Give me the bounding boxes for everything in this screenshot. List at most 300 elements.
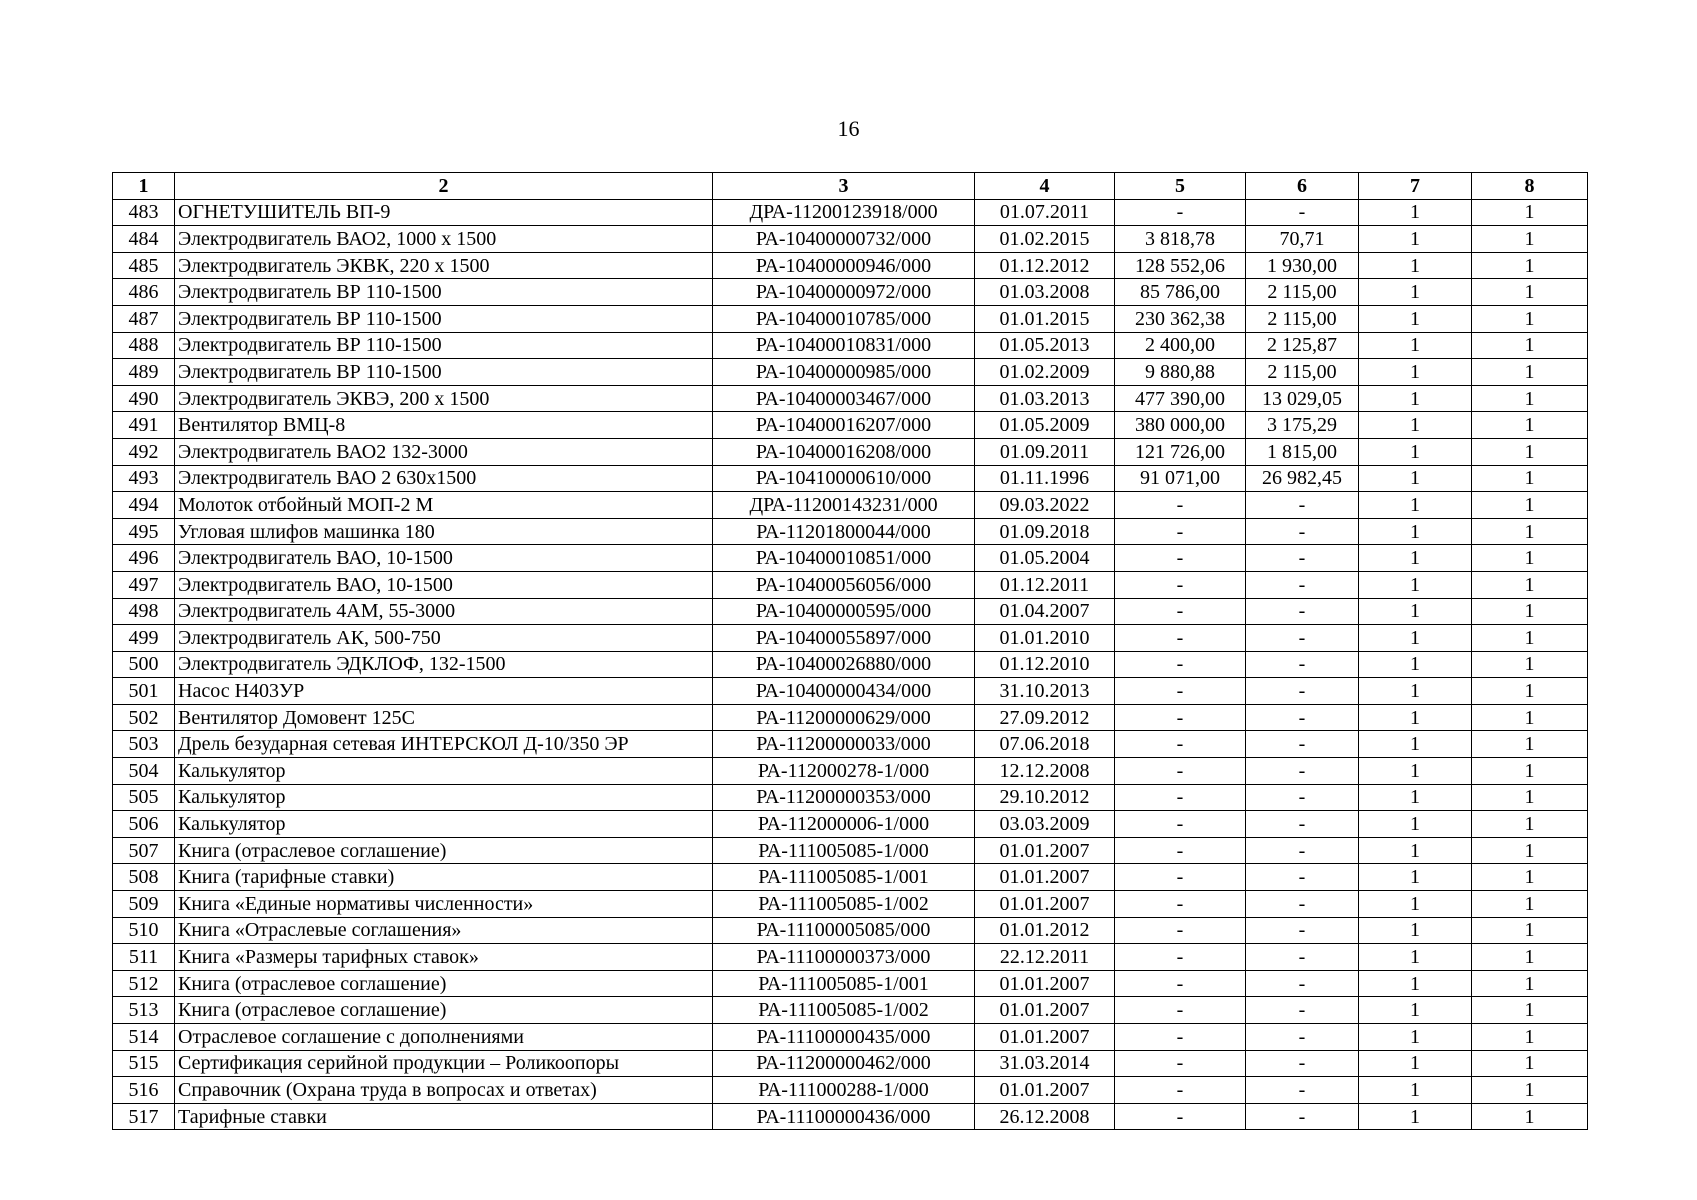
value-col-7: 1 bbox=[1359, 1050, 1472, 1077]
inventory-code: РА-10400010851/000 bbox=[713, 545, 975, 572]
header-col-3: 3 bbox=[713, 173, 975, 200]
value-col-7: 1 bbox=[1359, 837, 1472, 864]
value-col-5: - bbox=[1115, 704, 1246, 731]
inventory-code: РА-10400000732/000 bbox=[713, 226, 975, 253]
row-number: 494 bbox=[113, 492, 175, 519]
row-number: 503 bbox=[113, 731, 175, 758]
value-col-5: - bbox=[1115, 891, 1246, 918]
value-col-8: 1 bbox=[1472, 305, 1588, 332]
date: 22.12.2011 bbox=[975, 944, 1115, 971]
row-number: 486 bbox=[113, 279, 175, 306]
value-col-5: - bbox=[1115, 625, 1246, 652]
value-col-6: - bbox=[1246, 625, 1359, 652]
value-col-8: 1 bbox=[1472, 598, 1588, 625]
inventory-code: ДРА-11200143231/000 bbox=[713, 492, 975, 519]
date: 27.09.2012 bbox=[975, 704, 1115, 731]
item-name: Электродвигатель ВАО, 10-1500 bbox=[175, 545, 713, 572]
value-col-6: - bbox=[1246, 917, 1359, 944]
row-number: 483 bbox=[113, 199, 175, 226]
value-col-5: - bbox=[1115, 492, 1246, 519]
value-col-5: - bbox=[1115, 864, 1246, 891]
value-col-5: - bbox=[1115, 1050, 1246, 1077]
date: 01.12.2010 bbox=[975, 651, 1115, 678]
value-col-5: 3 818,78 bbox=[1115, 226, 1246, 253]
value-col-5: 380 000,00 bbox=[1115, 412, 1246, 439]
row-number: 504 bbox=[113, 758, 175, 785]
header-col-8: 8 bbox=[1472, 173, 1588, 200]
inventory-code: РА-10400010785/000 bbox=[713, 305, 975, 332]
inventory-code: РА-10400000946/000 bbox=[713, 252, 975, 279]
table-row bbox=[113, 332, 1588, 359]
date: 01.01.2007 bbox=[975, 997, 1115, 1024]
row-number: 500 bbox=[113, 651, 175, 678]
row-number: 501 bbox=[113, 678, 175, 705]
value-col-6: - bbox=[1246, 891, 1359, 918]
value-col-8: 1 bbox=[1472, 944, 1588, 971]
value-col-6: - bbox=[1246, 199, 1359, 226]
value-col-7: 1 bbox=[1359, 917, 1472, 944]
value-col-7: 1 bbox=[1359, 997, 1472, 1024]
inventory-code: РА-11200000033/000 bbox=[713, 731, 975, 758]
value-col-6: - bbox=[1246, 545, 1359, 572]
value-col-7: 1 bbox=[1359, 598, 1472, 625]
table-row bbox=[113, 385, 1588, 412]
date: 01.01.2007 bbox=[975, 1024, 1115, 1051]
table-row bbox=[113, 837, 1588, 864]
table-row bbox=[113, 1103, 1588, 1130]
row-number: 510 bbox=[113, 917, 175, 944]
inventory-code: РА-111005085-1/000 bbox=[713, 837, 975, 864]
value-col-5: - bbox=[1115, 199, 1246, 226]
item-name: Электродвигатель ЭКВЭ, 200 x 1500 bbox=[175, 385, 713, 412]
inventory-code: РА-10400056056/000 bbox=[713, 571, 975, 598]
value-col-8: 1 bbox=[1472, 545, 1588, 572]
value-col-8: 1 bbox=[1472, 678, 1588, 705]
value-col-5: - bbox=[1115, 678, 1246, 705]
header-col-5: 5 bbox=[1115, 173, 1246, 200]
date: 31.03.2014 bbox=[975, 1050, 1115, 1077]
value-col-8: 1 bbox=[1472, 731, 1588, 758]
row-number: 490 bbox=[113, 385, 175, 412]
value-col-7: 1 bbox=[1359, 811, 1472, 838]
value-col-7: 1 bbox=[1359, 1077, 1472, 1104]
value-col-8: 1 bbox=[1472, 385, 1588, 412]
value-col-6: - bbox=[1246, 970, 1359, 997]
value-col-8: 1 bbox=[1472, 438, 1588, 465]
value-col-7: 1 bbox=[1359, 784, 1472, 811]
value-col-8: 1 bbox=[1472, 465, 1588, 492]
value-col-8: 1 bbox=[1472, 704, 1588, 731]
item-name: Калькулятор bbox=[175, 811, 713, 838]
table-row bbox=[113, 731, 1588, 758]
item-name: Книга «Отраслевые соглашения» bbox=[175, 917, 713, 944]
value-col-8: 1 bbox=[1472, 571, 1588, 598]
date: 01.02.2009 bbox=[975, 359, 1115, 386]
value-col-5: - bbox=[1115, 970, 1246, 997]
table-row bbox=[113, 598, 1588, 625]
value-col-7: 1 bbox=[1359, 465, 1472, 492]
value-col-5: - bbox=[1115, 731, 1246, 758]
table-row bbox=[113, 545, 1588, 572]
value-col-5: 85 786,00 bbox=[1115, 279, 1246, 306]
date: 01.01.2015 bbox=[975, 305, 1115, 332]
table-row bbox=[113, 1077, 1588, 1104]
inventory-code: РА-10400000985/000 bbox=[713, 359, 975, 386]
value-col-6: 26 982,45 bbox=[1246, 465, 1359, 492]
value-col-8: 1 bbox=[1472, 811, 1588, 838]
item-name: Электродвигатель ВАО2 132-3000 bbox=[175, 438, 713, 465]
value-col-6: 3 175,29 bbox=[1246, 412, 1359, 439]
inventory-code: РА-111005085-1/001 bbox=[713, 970, 975, 997]
table-row bbox=[113, 1050, 1588, 1077]
date: 01.01.2010 bbox=[975, 625, 1115, 652]
date: 01.03.2013 bbox=[975, 385, 1115, 412]
inventory-code: РА-11200000629/000 bbox=[713, 704, 975, 731]
value-col-7: 1 bbox=[1359, 332, 1472, 359]
value-col-6: - bbox=[1246, 492, 1359, 519]
date: 01.01.2007 bbox=[975, 891, 1115, 918]
value-col-6: - bbox=[1246, 704, 1359, 731]
value-col-5: - bbox=[1115, 545, 1246, 572]
value-col-6: 2 115,00 bbox=[1246, 279, 1359, 306]
row-number: 512 bbox=[113, 970, 175, 997]
inventory-code: РА-10400016207/000 bbox=[713, 412, 975, 439]
value-col-5: 121 726,00 bbox=[1115, 438, 1246, 465]
item-name: Книга «Единые нормативы численности» bbox=[175, 891, 713, 918]
date: 07.06.2018 bbox=[975, 731, 1115, 758]
value-col-6: - bbox=[1246, 784, 1359, 811]
value-col-5: - bbox=[1115, 811, 1246, 838]
header-col-4: 4 bbox=[975, 173, 1115, 200]
value-col-6: 1 815,00 bbox=[1246, 438, 1359, 465]
item-name: Вентилятор Домовент 125С bbox=[175, 704, 713, 731]
item-name: Электродвигатель ВР 110-1500 bbox=[175, 359, 713, 386]
value-col-7: 1 bbox=[1359, 891, 1472, 918]
inventory-code: РА-10410000610/000 bbox=[713, 465, 975, 492]
inventory-code: РА-10400026880/000 bbox=[713, 651, 975, 678]
date: 01.01.2007 bbox=[975, 837, 1115, 864]
table-row bbox=[113, 970, 1588, 997]
row-number: 488 bbox=[113, 332, 175, 359]
value-col-8: 1 bbox=[1472, 864, 1588, 891]
item-name: Электродвигатель ВР 110-1500 bbox=[175, 305, 713, 332]
table-row bbox=[113, 438, 1588, 465]
value-col-5: - bbox=[1115, 758, 1246, 785]
table-row bbox=[113, 518, 1588, 545]
item-name: Угловая шлифов машинка 180 bbox=[175, 518, 713, 545]
inventory-code: РА-11200000462/000 bbox=[713, 1050, 975, 1077]
item-name: Насос Н403УР bbox=[175, 678, 713, 705]
value-col-7: 1 bbox=[1359, 438, 1472, 465]
value-col-7: 1 bbox=[1359, 279, 1472, 306]
value-col-7: 1 bbox=[1359, 625, 1472, 652]
item-name: Книга (отраслевое соглашение) bbox=[175, 997, 713, 1024]
table-row bbox=[113, 625, 1588, 652]
table-row bbox=[113, 199, 1588, 226]
value-col-8: 1 bbox=[1472, 226, 1588, 253]
row-number: 511 bbox=[113, 944, 175, 971]
table-row bbox=[113, 226, 1588, 253]
row-number: 496 bbox=[113, 545, 175, 572]
value-col-6: 2 125,87 bbox=[1246, 332, 1359, 359]
row-number: 493 bbox=[113, 465, 175, 492]
value-col-5: - bbox=[1115, 917, 1246, 944]
item-name: Книга «Размеры тарифных ставок» bbox=[175, 944, 713, 971]
item-name: ОГНЕТУШИТЕЛЬ ВП-9 bbox=[175, 199, 713, 226]
row-number: 491 bbox=[113, 412, 175, 439]
value-col-7: 1 bbox=[1359, 758, 1472, 785]
date: 01.09.2011 bbox=[975, 438, 1115, 465]
value-col-8: 1 bbox=[1472, 492, 1588, 519]
item-name: Калькулятор bbox=[175, 784, 713, 811]
value-col-7: 1 bbox=[1359, 944, 1472, 971]
value-col-6: - bbox=[1246, 811, 1359, 838]
header-col-2: 2 bbox=[175, 173, 713, 200]
date: 01.09.2018 bbox=[975, 518, 1115, 545]
value-col-5: - bbox=[1115, 1077, 1246, 1104]
item-name: Молоток отбойный МОП-2 М bbox=[175, 492, 713, 519]
row-number: 499 bbox=[113, 625, 175, 652]
value-col-5: - bbox=[1115, 1103, 1246, 1130]
table-row bbox=[113, 997, 1588, 1024]
date: 01.12.2012 bbox=[975, 252, 1115, 279]
date: 01.05.2013 bbox=[975, 332, 1115, 359]
value-col-8: 1 bbox=[1472, 412, 1588, 439]
value-col-7: 1 bbox=[1359, 226, 1472, 253]
date: 01.05.2004 bbox=[975, 545, 1115, 572]
row-number: 508 bbox=[113, 864, 175, 891]
value-col-5: - bbox=[1115, 837, 1246, 864]
row-number: 487 bbox=[113, 305, 175, 332]
row-number: 506 bbox=[113, 811, 175, 838]
date: 12.12.2008 bbox=[975, 758, 1115, 785]
value-col-8: 1 bbox=[1472, 625, 1588, 652]
value-col-7: 1 bbox=[1359, 1103, 1472, 1130]
value-col-7: 1 bbox=[1359, 651, 1472, 678]
item-name: Электродвигатель ВАО2, 1000 x 1500 bbox=[175, 226, 713, 253]
inventory-table bbox=[112, 172, 1588, 1130]
value-col-6: - bbox=[1246, 518, 1359, 545]
row-number: 514 bbox=[113, 1024, 175, 1051]
value-col-8: 1 bbox=[1472, 1103, 1588, 1130]
value-col-7: 1 bbox=[1359, 571, 1472, 598]
value-col-6: 2 115,00 bbox=[1246, 359, 1359, 386]
table-row bbox=[113, 305, 1588, 332]
table-row bbox=[113, 651, 1588, 678]
table-row bbox=[113, 704, 1588, 731]
value-col-8: 1 bbox=[1472, 784, 1588, 811]
value-col-7: 1 bbox=[1359, 704, 1472, 731]
inventory-code: РА-10400000972/000 bbox=[713, 279, 975, 306]
item-name: Книга (отраслевое соглашение) bbox=[175, 970, 713, 997]
item-name: Электродвигатель ВАО 2 630х1500 bbox=[175, 465, 713, 492]
inventory-code: РА-11100005085/000 bbox=[713, 917, 975, 944]
row-number: 485 bbox=[113, 252, 175, 279]
value-col-7: 1 bbox=[1359, 545, 1472, 572]
row-number: 489 bbox=[113, 359, 175, 386]
value-col-8: 1 bbox=[1472, 518, 1588, 545]
value-col-5: 9 880,88 bbox=[1115, 359, 1246, 386]
value-col-8: 1 bbox=[1472, 1024, 1588, 1051]
header-col-7: 7 bbox=[1359, 173, 1472, 200]
value-col-8: 1 bbox=[1472, 891, 1588, 918]
table-row bbox=[113, 891, 1588, 918]
page-number: 16 bbox=[837, 116, 860, 141]
value-col-5: - bbox=[1115, 651, 1246, 678]
table-row bbox=[113, 758, 1588, 785]
value-col-7: 1 bbox=[1359, 678, 1472, 705]
date: 01.02.2015 bbox=[975, 226, 1115, 253]
value-col-8: 1 bbox=[1472, 279, 1588, 306]
value-col-6: - bbox=[1246, 1103, 1359, 1130]
value-col-8: 1 bbox=[1472, 970, 1588, 997]
item-name: Справочник (Охрана труда в вопросах и ответах) bbox=[175, 1077, 713, 1104]
value-col-7: 1 bbox=[1359, 1024, 1472, 1051]
row-number: 492 bbox=[113, 438, 175, 465]
inventory-code: РА-111005085-1/002 bbox=[713, 997, 975, 1024]
item-name: Электродвигатель 4АМ, 55-3000 bbox=[175, 598, 713, 625]
row-number: 509 bbox=[113, 891, 175, 918]
row-number: 516 bbox=[113, 1077, 175, 1104]
inventory-code: РА-112000006-1/000 bbox=[713, 811, 975, 838]
value-col-6: 1 930,00 bbox=[1246, 252, 1359, 279]
inventory-code: РА-111005085-1/001 bbox=[713, 864, 975, 891]
table-row bbox=[113, 465, 1588, 492]
table-row bbox=[113, 412, 1588, 439]
value-col-7: 1 bbox=[1359, 864, 1472, 891]
inventory-code: РА-10400000595/000 bbox=[713, 598, 975, 625]
row-number: 498 bbox=[113, 598, 175, 625]
inventory-code: РА-10400000434/000 bbox=[713, 678, 975, 705]
item-name: Книга (отраслевое соглашение) bbox=[175, 837, 713, 864]
value-col-7: 1 bbox=[1359, 252, 1472, 279]
row-number: 517 bbox=[113, 1103, 175, 1130]
table-row bbox=[113, 359, 1588, 386]
date: 29.10.2012 bbox=[975, 784, 1115, 811]
row-number: 484 bbox=[113, 226, 175, 253]
date: 01.01.2007 bbox=[975, 1077, 1115, 1104]
item-name: Дрель безударная сетевая ИНТЕРСКОЛ Д-10/350 ЭР bbox=[175, 731, 713, 758]
inventory-code: РА-10400016208/000 bbox=[713, 438, 975, 465]
date: 31.10.2013 bbox=[975, 678, 1115, 705]
value-col-5: - bbox=[1115, 518, 1246, 545]
value-col-5: - bbox=[1115, 1024, 1246, 1051]
table-row bbox=[113, 917, 1588, 944]
row-number: 505 bbox=[113, 784, 175, 811]
header-col-6: 6 bbox=[1246, 173, 1359, 200]
value-col-5: - bbox=[1115, 944, 1246, 971]
value-col-6: - bbox=[1246, 598, 1359, 625]
value-col-8: 1 bbox=[1472, 917, 1588, 944]
date: 01.11.1996 bbox=[975, 465, 1115, 492]
item-name: Электродвигатель ВР 110-1500 bbox=[175, 332, 713, 359]
date: 01.01.2007 bbox=[975, 970, 1115, 997]
value-col-8: 1 bbox=[1472, 359, 1588, 386]
table-row bbox=[113, 864, 1588, 891]
table-row bbox=[113, 252, 1588, 279]
value-col-7: 1 bbox=[1359, 412, 1472, 439]
value-col-6: 70,71 bbox=[1246, 226, 1359, 253]
item-name: Книга (тарифные ставки) bbox=[175, 864, 713, 891]
date: 01.01.2012 bbox=[975, 917, 1115, 944]
value-col-7: 1 bbox=[1359, 359, 1472, 386]
value-col-5: - bbox=[1115, 997, 1246, 1024]
table-body bbox=[113, 199, 1588, 1130]
value-col-7: 1 bbox=[1359, 492, 1472, 519]
value-col-6: - bbox=[1246, 1024, 1359, 1051]
value-col-7: 1 bbox=[1359, 199, 1472, 226]
item-name: Электродвигатель ЭКВК, 220 x 1500 bbox=[175, 252, 713, 279]
row-number: 507 bbox=[113, 837, 175, 864]
table-row bbox=[113, 944, 1588, 971]
table-row bbox=[113, 279, 1588, 306]
value-col-6: - bbox=[1246, 1077, 1359, 1104]
date: 03.03.2009 bbox=[975, 811, 1115, 838]
item-name: Сертификация серийной продукции – Роликоопоры bbox=[175, 1050, 713, 1077]
date: 01.03.2008 bbox=[975, 279, 1115, 306]
value-col-5: 2 400,00 bbox=[1115, 332, 1246, 359]
value-col-6: - bbox=[1246, 678, 1359, 705]
header-col-1: 1 bbox=[113, 173, 175, 200]
table-row bbox=[113, 811, 1588, 838]
inventory-code: РА-11100000436/000 bbox=[713, 1103, 975, 1130]
value-col-7: 1 bbox=[1359, 305, 1472, 332]
date: 01.04.2007 bbox=[975, 598, 1115, 625]
value-col-6: - bbox=[1246, 864, 1359, 891]
value-col-8: 1 bbox=[1472, 837, 1588, 864]
date: 01.01.2007 bbox=[975, 864, 1115, 891]
value-col-8: 1 bbox=[1472, 199, 1588, 226]
value-col-5: 91 071,00 bbox=[1115, 465, 1246, 492]
inventory-code: РА-11100000435/000 bbox=[713, 1024, 975, 1051]
date: 01.05.2009 bbox=[975, 412, 1115, 439]
date: 01.07.2011 bbox=[975, 199, 1115, 226]
inventory-code: РА-11201800044/000 bbox=[713, 518, 975, 545]
table-row bbox=[113, 492, 1588, 519]
value-col-7: 1 bbox=[1359, 385, 1472, 412]
inventory-code: РА-111005085-1/002 bbox=[713, 891, 975, 918]
value-col-6: - bbox=[1246, 731, 1359, 758]
value-col-6: - bbox=[1246, 758, 1359, 785]
item-name: Вентилятор ВМЦ-8 bbox=[175, 412, 713, 439]
value-col-7: 1 bbox=[1359, 731, 1472, 758]
inventory-code: РА-10400003467/000 bbox=[713, 385, 975, 412]
table-row bbox=[113, 1024, 1588, 1051]
value-col-5: 477 390,00 bbox=[1115, 385, 1246, 412]
row-number: 495 bbox=[113, 518, 175, 545]
value-col-6: 2 115,00 bbox=[1246, 305, 1359, 332]
inventory-code: РА-111000288-1/000 bbox=[713, 1077, 975, 1104]
inventory-code: РА-11100000373/000 bbox=[713, 944, 975, 971]
value-col-6: - bbox=[1246, 997, 1359, 1024]
value-col-8: 1 bbox=[1472, 1077, 1588, 1104]
item-name: Электродвигатель ВАО, 10-1500 bbox=[175, 571, 713, 598]
item-name: Электродвигатель АК, 500-750 bbox=[175, 625, 713, 652]
date: 26.12.2008 bbox=[975, 1103, 1115, 1130]
value-col-5: - bbox=[1115, 784, 1246, 811]
value-col-5: 128 552,06 bbox=[1115, 252, 1246, 279]
value-col-6: - bbox=[1246, 944, 1359, 971]
inventory-code: РА-11200000353/000 bbox=[713, 784, 975, 811]
table-row bbox=[113, 784, 1588, 811]
value-col-8: 1 bbox=[1472, 332, 1588, 359]
inventory-code: РА-10400055897/000 bbox=[713, 625, 975, 652]
value-col-5: 230 362,38 bbox=[1115, 305, 1246, 332]
header-row bbox=[113, 173, 1588, 200]
value-col-7: 1 bbox=[1359, 518, 1472, 545]
value-col-7: 1 bbox=[1359, 970, 1472, 997]
item-name: Калькулятор bbox=[175, 758, 713, 785]
